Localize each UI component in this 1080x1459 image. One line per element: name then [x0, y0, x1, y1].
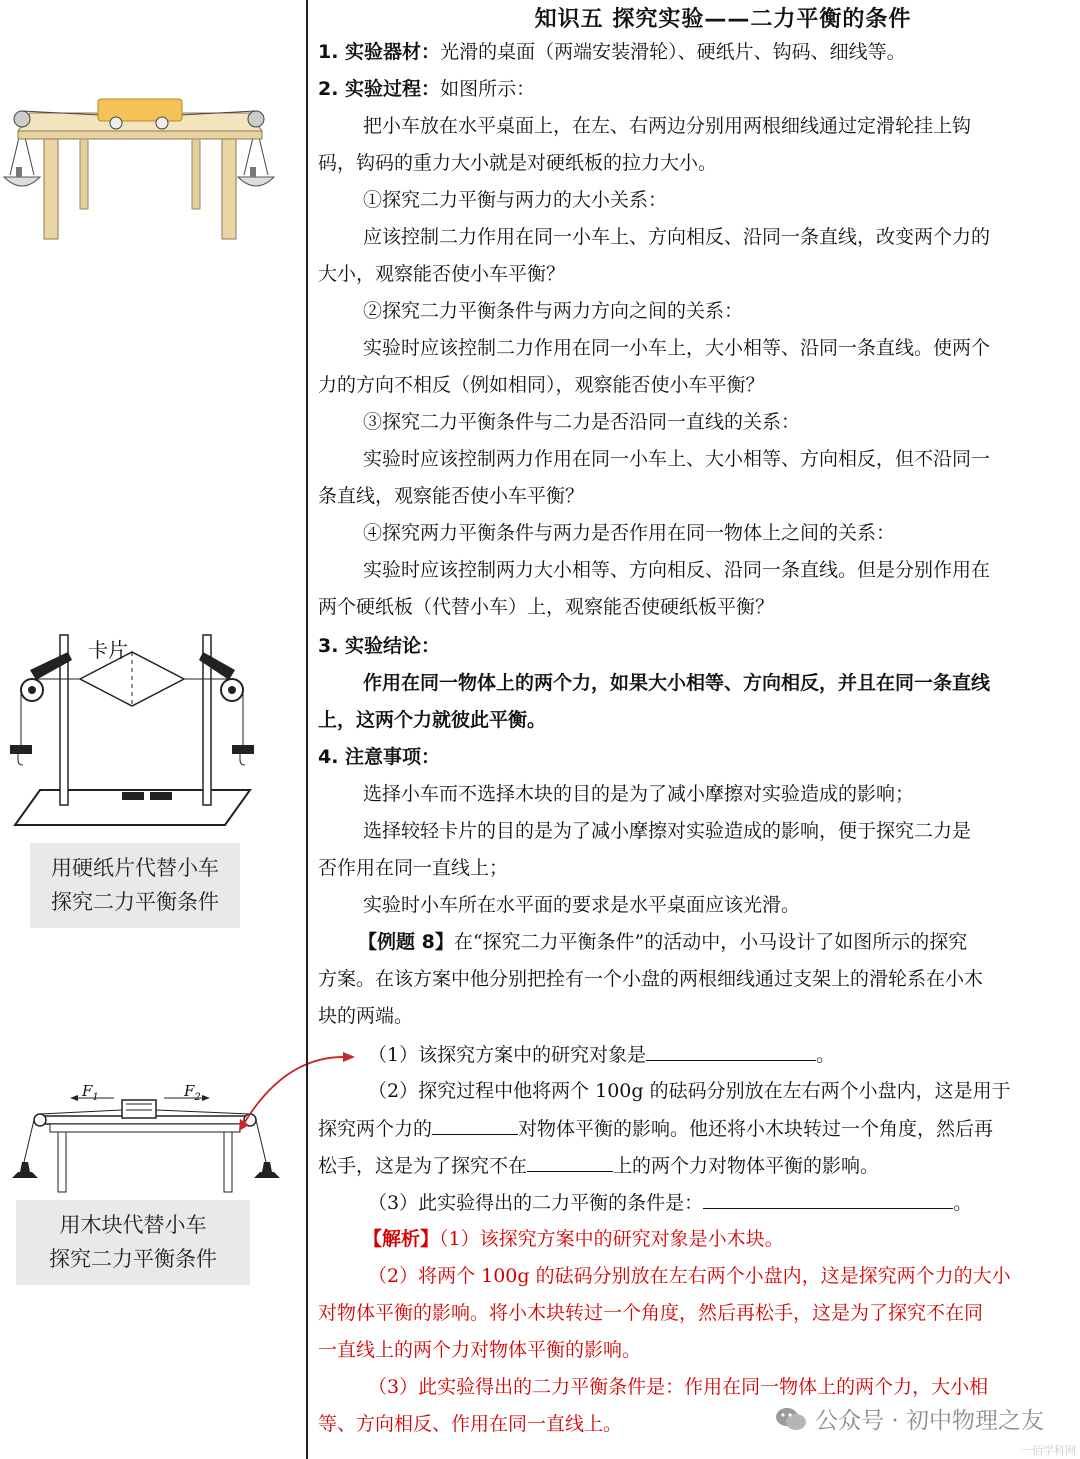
- example-intro-line: 方案。在该方案中他分别把拴有一个小盘的两根细线通过支架上的滑轮系在小木: [318, 968, 984, 990]
- example-intro: 【例题 8】在“探究二力平衡条件”的活动中，小马设计了如图所示的探究: [358, 931, 968, 953]
- s2-line: ①探究二力平衡与两力的大小关系：: [363, 189, 668, 211]
- page-title: 知识五 探究实验——二力平衡的条件: [534, 7, 912, 32]
- watermark: [775, 1402, 1044, 1435]
- question-2-line2: 探究两个力的 对物体平衡的影响。他还将小木块转过一个角度，然后再: [318, 1118, 994, 1140]
- watermark-text: 公众号 · 初中物理之友: [815, 1408, 1044, 1434]
- analysis-2-line: 对物体平衡的影响。将小木块转过一个角度，然后再松手，这是为了探究不在同: [318, 1302, 984, 1324]
- note-line: 实验时小车所在水平面的要求是水平桌面应该光滑。: [363, 894, 801, 916]
- s2-line: 码，钩码的重力大小就是对硬纸板的拉力大小。: [318, 152, 718, 174]
- wechat-icon: [775, 1406, 807, 1432]
- card-pulley-figure: [10, 630, 255, 835]
- note-line: 选择小车而不选择木块的目的是为了减小摩擦对实验造成的影响；: [363, 783, 915, 805]
- question-2-line1: （2）探究过程中他将两个 100g 的砝码分别放在左右两个小盘内，这是用于: [368, 1080, 1011, 1102]
- analysis-2-line: 一直线上的两个力对物体平衡的影响。: [318, 1339, 642, 1361]
- s2-line: ④探究两力平衡条件与两力是否作用在同一物体上之间的关系：: [363, 522, 896, 544]
- s2-line: ②探究二力平衡条件与两力方向之间的关系：: [363, 300, 744, 322]
- analysis-3-line: 等、方向相反、作用在同一直线上。: [318, 1413, 623, 1435]
- note-line: 选择较轻卡片的目的是为了减小摩擦对实验造成的影响，便于探究二力是: [363, 820, 972, 842]
- s2-line: 应该控制二力作用在同一小车上、方向相反、沿同一条直线，改变两个力的: [363, 226, 991, 248]
- main-content: [318, 0, 1080, 1459]
- analysis-1: 【解析】（1）该探究方案中的研究对象是小木块。: [363, 1228, 784, 1250]
- example-intro-line: 块的两端。: [318, 1005, 414, 1027]
- f1-label: $F_1$: [82, 1082, 99, 1103]
- caption-card-line1: 用硬纸片代替小车: [51, 856, 219, 880]
- conclusion-line: 作用在同一物体上的两个力，如果大小相等、方向相反，并且在同一条直线: [363, 672, 991, 694]
- section-2: 2. 实验过程：如图所示：: [318, 78, 536, 100]
- section-4-label: 4. 注意事项：: [318, 746, 441, 768]
- column-divider: [306, 0, 308, 1459]
- s2-line: 条直线，观察能否使小车平衡？: [318, 485, 585, 507]
- f2-label: $F_2$: [184, 1082, 201, 1103]
- section-3-label: 3. 实验结论：: [318, 635, 441, 657]
- watermark-small: 一佰学科网: [1021, 1444, 1076, 1457]
- question-2-line3: 松手，这是为了探究不在 上的两个力对物体平衡的影响。: [318, 1155, 880, 1177]
- answer-blank-2[interactable]: [432, 1116, 518, 1135]
- s2-line: ③探究二力平衡条件与二力是否沿同一直线的关系：: [363, 411, 801, 433]
- note-line: 否作用在同一直线上；: [318, 857, 509, 879]
- caption-block-line1: 用木块代替小车: [59, 1213, 207, 1237]
- caption-card-line2: 探究二力平衡条件: [51, 890, 219, 914]
- s2-line: 把小车放在水平桌面上，在左、右两边分别用两根细线通过定滑轮挂上钩: [363, 115, 972, 137]
- s2-line: 力的方向不相反（例如相同），观察能否使小车平衡？: [318, 374, 765, 396]
- s2-line: 两个硬纸板（代替小车）上，观察能否使硬纸板平衡？: [318, 596, 775, 618]
- question-3: （3）此实验得出的二力平衡的条件是： 。: [368, 1192, 973, 1214]
- answer-blank-1[interactable]: [646, 1042, 816, 1061]
- answer-blank-4[interactable]: [703, 1190, 953, 1209]
- caption-card: [30, 843, 240, 928]
- s2-line: 实验时应该控制两力大小相等、方向相反、沿同一条直线。但是分别作用在: [363, 559, 991, 581]
- section-1: 1. 实验器材：光滑的桌面（两端安装滑轮）、硬纸片、钩码、细线等。: [318, 41, 906, 63]
- s2-line: 实验时应该控制二力作用在同一小车上，大小相等、沿同一条直线。使两个: [363, 337, 991, 359]
- caption-block-line2: 探究二力平衡条件: [49, 1247, 217, 1271]
- answer-blank-3[interactable]: [527, 1153, 613, 1172]
- caption-block: [16, 1200, 250, 1285]
- figure-sidebar: [0, 0, 306, 1459]
- analysis-2-line: （2）将两个 100g 的砝码分别放在左右两个小盘内，这是探究两个力的大小: [368, 1265, 1011, 1287]
- card-label: 卡片: [88, 638, 128, 662]
- s2-line: 大小，观察能否使小车平衡？: [318, 263, 566, 285]
- s2-line: 实验时应该控制两力作用在同一小车上、大小相等、方向相反，但不沿同一: [363, 448, 991, 470]
- cart-table-figure: [0, 85, 290, 245]
- analysis-3-line: （3）此实验得出的二力平衡条件是：作用在同一物体上的两个力，大小相: [368, 1376, 989, 1398]
- question-1: （1）该探究方案中的研究对象是 。: [368, 1044, 836, 1066]
- conclusion-line: 上，这两个力就彼此平衡。: [318, 709, 547, 731]
